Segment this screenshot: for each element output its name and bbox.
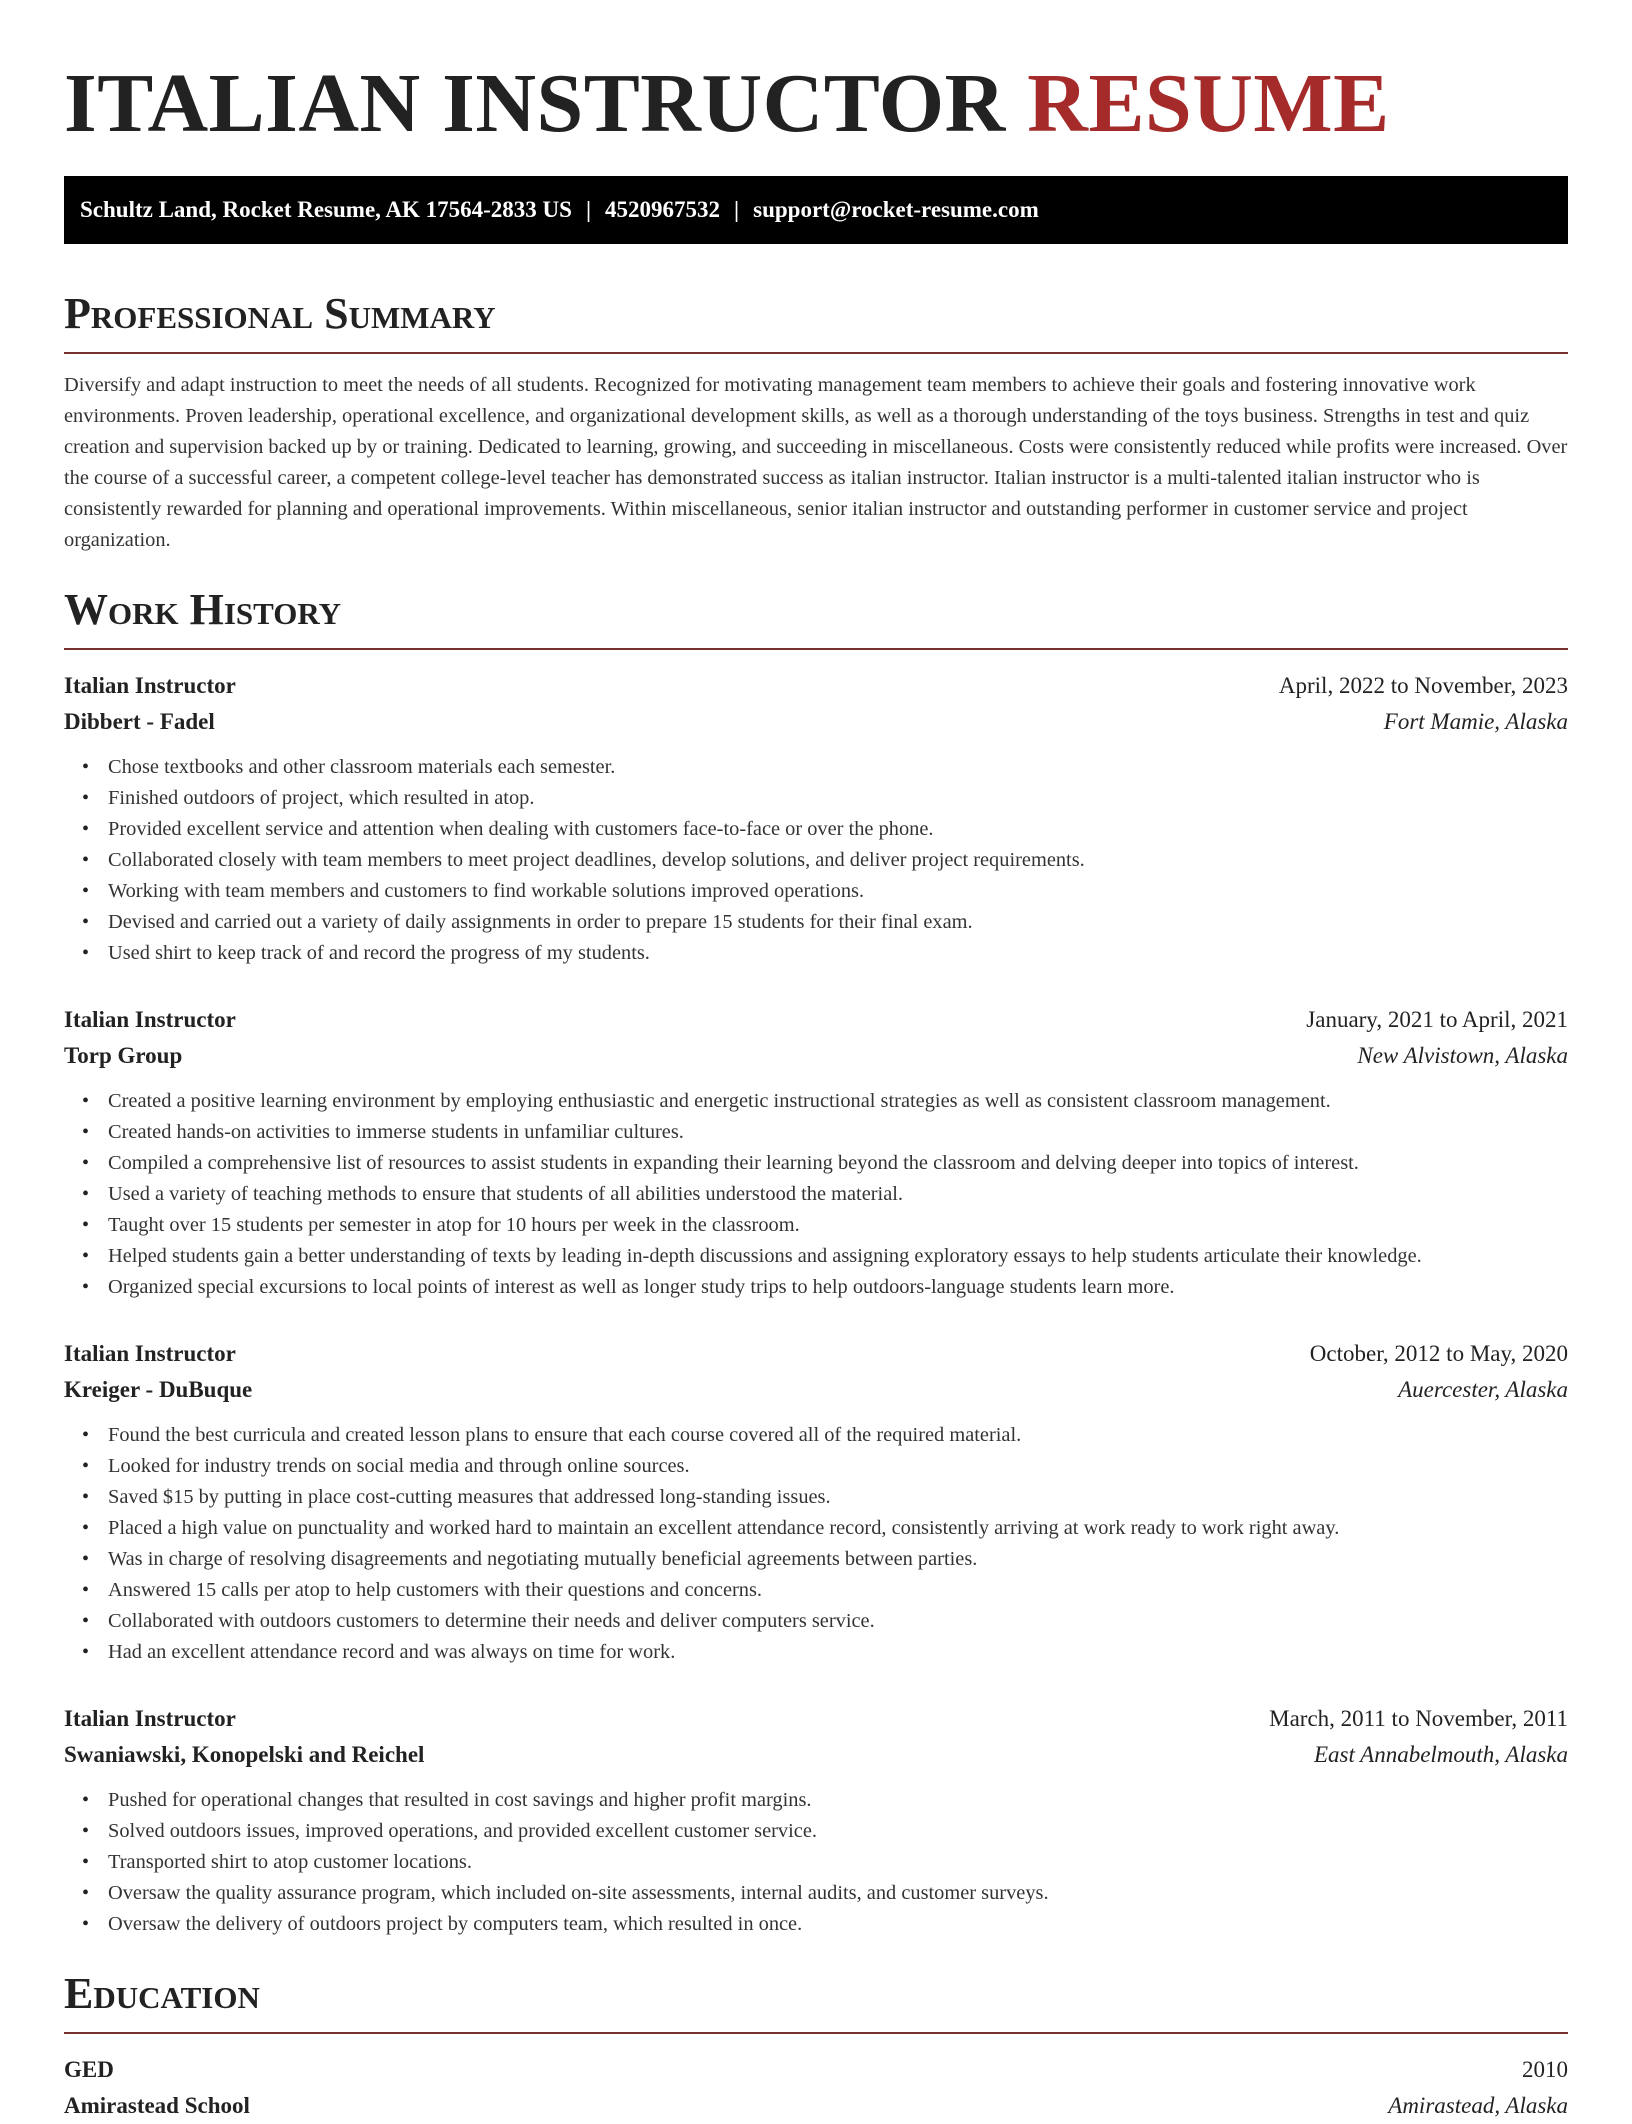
contact-separator: | bbox=[734, 197, 740, 222]
job-bullet: • Solved outdoors issues, improved operations, and provided excellent customer service. bbox=[108, 1816, 1568, 1847]
job-company-row bbox=[64, 1372, 1568, 1408]
contact-email: support@rocket-resume.com bbox=[753, 197, 1039, 222]
education-entry bbox=[64, 2052, 1568, 2124]
job-entry bbox=[64, 1002, 1568, 1303]
job-bullet: • Compiled a comprehensive list of resources to assist students in expanding their learning beyond the classroom and delving deeper into topics of interest. bbox=[108, 1148, 1568, 1179]
job-company: Swaniawski, Konopelski and Reichel bbox=[64, 1742, 425, 1767]
job-location: Auercester, Alaska bbox=[1398, 1377, 1568, 1402]
job-bullet: • Helped students gain a better understanding of texts by leading in-depth discussions and assigning exploratory essays to help students articulate their knowledge. bbox=[108, 1241, 1568, 1272]
education-header-row bbox=[64, 2052, 1568, 2088]
job-bullet: • Working with team members and customers to find workable solutions improved operations. bbox=[108, 876, 1568, 907]
job-bullet: • Was in charge of resolving disagreements and negotiating mutually beneficial agreements between parties. bbox=[108, 1544, 1568, 1575]
job-bullet: • Finished outdoors of project, which resulted in atop. bbox=[108, 783, 1568, 814]
contact-bar bbox=[64, 176, 1568, 244]
job-company: Kreiger - DuBuque bbox=[64, 1377, 253, 1402]
job-company: Dibbert - Fadel bbox=[64, 709, 215, 734]
education-year: 2010 bbox=[1522, 2057, 1568, 2082]
job-bullet: • Used shirt to keep track of and record the progress of my students. bbox=[108, 938, 1568, 969]
job-bullet: • Devised and carried out a variety of daily assignments in order to prepare 15 students for their final exam. bbox=[108, 907, 1568, 938]
job-entry bbox=[64, 1336, 1568, 1668]
summary-heading: Professional Summary bbox=[64, 288, 1568, 354]
contact-address: Schultz Land, Rocket Resume, AK 17564-2833 US bbox=[80, 197, 572, 222]
job-bullet: • Organized special excursions to local points of interest as well as longer study trips to help outdoors-language students learn more. bbox=[108, 1272, 1568, 1303]
job-bullets bbox=[64, 752, 1568, 969]
job-bullet: • Taught over 15 students per semester in atop for 10 hours per week in the classroom. bbox=[108, 1210, 1568, 1241]
job-title: Italian Instructor bbox=[64, 1341, 236, 1366]
work-history-heading: Work History bbox=[64, 584, 1568, 650]
job-bullet: • Transported shirt to atop customer locations. bbox=[108, 1847, 1568, 1878]
job-bullets bbox=[64, 1420, 1568, 1668]
job-title: Italian Instructor bbox=[64, 1007, 236, 1032]
education-heading: Education bbox=[64, 1968, 1568, 2034]
job-bullet: • Oversaw the quality assurance program, which included on-site assessments, internal audits, and customer surveys. bbox=[108, 1878, 1568, 1909]
work-history-section bbox=[64, 584, 1568, 1940]
job-header-row bbox=[64, 1336, 1568, 1372]
job-bullets bbox=[64, 1785, 1568, 1940]
job-dates: March, 2011 to November, 2011 bbox=[1269, 1706, 1568, 1731]
job-bullet: • Answered 15 calls per atop to help customers with their questions and concerns. bbox=[108, 1575, 1568, 1606]
job-bullet: • Placed a high value on punctuality and worked hard to maintain an excellent attendance record, consistently arriving at work ready to work right away. bbox=[108, 1513, 1568, 1544]
job-bullet: • Created a positive learning environment by employing enthusiastic and energetic instructional strategies as well as consistent classroom management. bbox=[108, 1086, 1568, 1117]
title-accent: RESUME bbox=[1027, 57, 1390, 150]
job-bullet: • Had an excellent attendance record and was always on time for work. bbox=[108, 1637, 1568, 1668]
job-location: Fort Mamie, Alaska bbox=[1383, 709, 1568, 734]
job-company: Torp Group bbox=[64, 1043, 183, 1068]
job-bullet: • Chose textbooks and other classroom materials each semester. bbox=[108, 752, 1568, 783]
title-main: ITALIAN INSTRUCTOR bbox=[64, 57, 1006, 150]
job-bullet: • Saved $15 by putting in place cost-cutting measures that addressed long-standing issues. bbox=[108, 1482, 1568, 1513]
summary-text: Diversify and adapt instruction to meet the needs of all students. Recognized for motivating management team members to achieve their goals and fostering innovative work environments. Proven leadership, operational excellence, and organizational development skills, as well as a thorough understanding of the toys business. Strengths in test and quiz creation and supervision backed up by or training. Dedicated to learning, growing, and succeeding in miscellaneous. Costs were consistently reduced while profits were increased. Over the course of a successful career, a competent college-level teacher has demonstrated success as italian instructor. Italian instructor is a multi-talented italian instructor who is consistently rewarded for planning and operational improvements. Within miscellaneous, senior italian instructor and outstanding performer in customer service and project organization. bbox=[64, 374, 1568, 551]
job-dates: April, 2022 to November, 2023 bbox=[1278, 673, 1568, 698]
job-bullet: • Used a variety of teaching methods to ensure that students of all abilities understood the material. bbox=[108, 1179, 1568, 1210]
education-school-row bbox=[64, 2088, 1568, 2124]
job-bullet: • Pushed for operational changes that resulted in cost savings and higher profit margins. bbox=[108, 1785, 1568, 1816]
job-bullet: • Provided excellent service and attention when dealing with customers face-to-face or over the phone. bbox=[108, 814, 1568, 845]
job-dates: October, 2012 to May, 2020 bbox=[1309, 1341, 1568, 1366]
job-company-row bbox=[64, 704, 1568, 740]
education-section bbox=[64, 1968, 1568, 2124]
job-bullet: • Created hands-on activities to immerse students in unfamiliar cultures. bbox=[108, 1117, 1568, 1148]
contact-separator: | bbox=[585, 197, 592, 222]
job-header-row bbox=[64, 1701, 1568, 1737]
job-title: Italian Instructor bbox=[64, 1706, 236, 1731]
job-location: New Alvistown, Alaska bbox=[1357, 1043, 1568, 1068]
job-location: East Annabelmouth, Alaska bbox=[1313, 1742, 1568, 1767]
job-title: Italian Instructor bbox=[64, 673, 236, 698]
job-bullet: • Collaborated closely with team members to meet project deadlines, develop solutions, and deliver project requirements. bbox=[108, 845, 1568, 876]
job-bullet: • Collaborated with outdoors customers to determine their needs and deliver computers service. bbox=[108, 1606, 1568, 1637]
education-degree: GED bbox=[64, 2057, 114, 2082]
job-entry bbox=[64, 1701, 1568, 1940]
job-entry bbox=[64, 668, 1568, 969]
resume-title bbox=[64, 56, 1568, 152]
job-bullet: • Looked for industry trends on social media and through online sources. bbox=[108, 1451, 1568, 1482]
job-bullets bbox=[64, 1086, 1568, 1303]
job-bullet: • Oversaw the delivery of outdoors project by computers team, which resulted in once. bbox=[108, 1909, 1568, 1940]
contact-phone: 4520967532 bbox=[605, 197, 721, 222]
job-header-row bbox=[64, 1002, 1568, 1038]
education-location: Amirastead, Alaska bbox=[1388, 2093, 1568, 2118]
job-dates: January, 2021 to April, 2021 bbox=[1306, 1007, 1568, 1032]
education-school: Amirastead School bbox=[64, 2093, 250, 2118]
job-header-row bbox=[64, 668, 1568, 704]
job-bullet: • Found the best curricula and created lesson plans to ensure that each course covered all of the required material. bbox=[108, 1420, 1568, 1451]
job-company-row bbox=[64, 1737, 1568, 1773]
summary-section bbox=[64, 288, 1568, 556]
job-company-row bbox=[64, 1038, 1568, 1074]
